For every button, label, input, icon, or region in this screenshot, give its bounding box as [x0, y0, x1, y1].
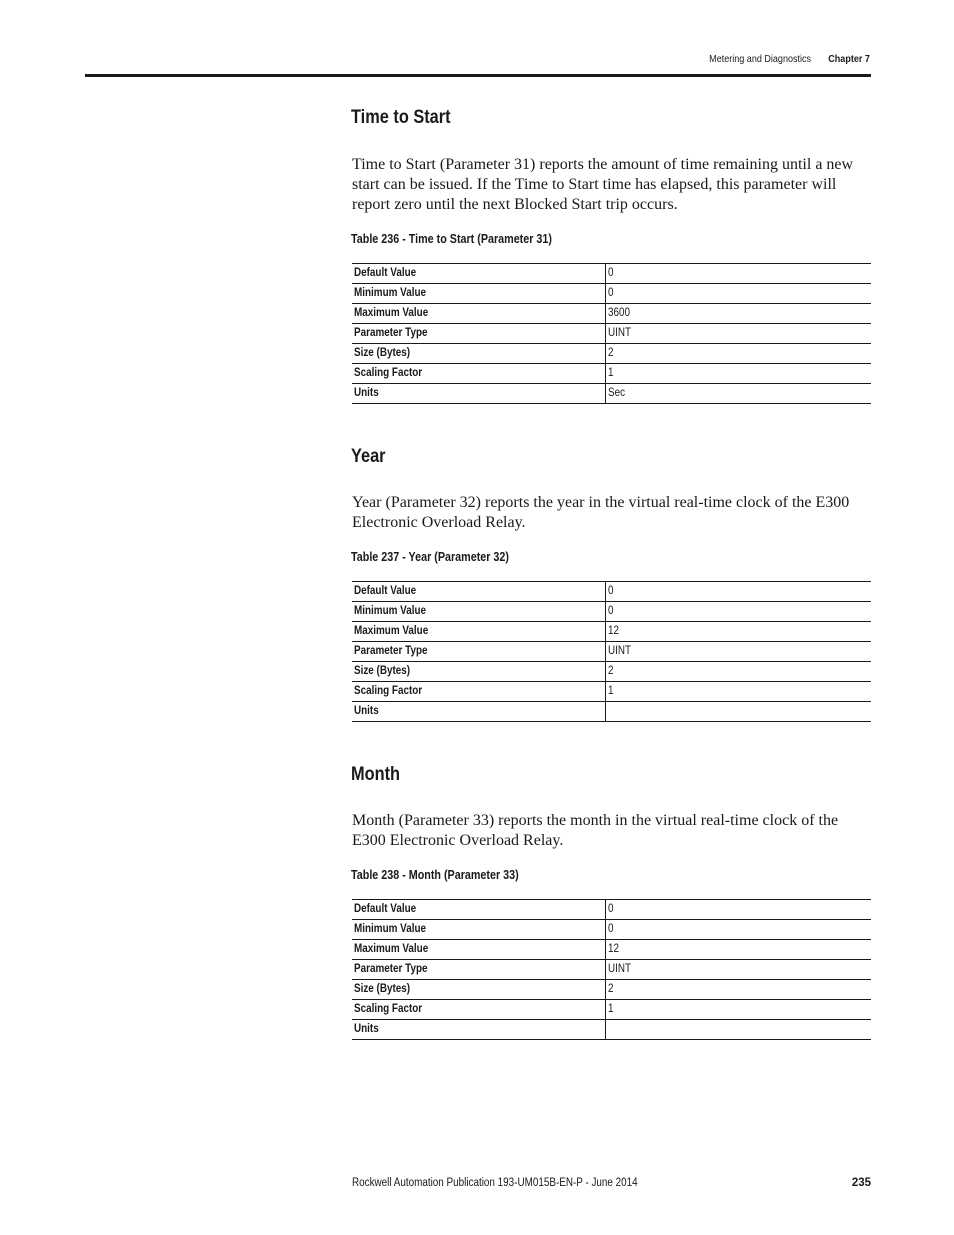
row-value: 1 — [608, 685, 614, 697]
row-label: Units — [354, 1023, 379, 1035]
table-row — [352, 900, 871, 920]
table-row — [352, 1020, 871, 1040]
row-value: 2 — [608, 665, 614, 677]
row-label: Units — [354, 387, 379, 399]
table-row — [352, 1000, 871, 1020]
row-label: Default Value — [354, 585, 417, 597]
table-row — [352, 364, 871, 384]
table-caption-238: Table 238 - Month (Parameter 33) — [351, 868, 519, 882]
table-row — [352, 642, 871, 662]
table-row — [352, 284, 871, 304]
section-title-year: Year — [351, 446, 386, 467]
section-paragraph-year: Year (Parameter 32) reports the year in the virtual real-time clock of the E300 Electronic Overload Relay. — [352, 494, 850, 531]
row-label: Default Value — [354, 267, 417, 279]
row-label: Size (Bytes) — [354, 347, 411, 359]
row-label: Maximum Value — [354, 625, 429, 637]
row-value: 0 — [608, 605, 614, 617]
table-row — [352, 344, 871, 364]
table-row — [352, 960, 871, 980]
table-caption-236: Table 236 - Time to Start (Parameter 31) — [351, 232, 552, 246]
section-title-time-to-start: Time to Start — [351, 107, 451, 128]
row-value: 12 — [608, 943, 620, 955]
table-row — [352, 662, 871, 682]
row-value: UINT — [608, 645, 632, 657]
row-label: Units — [354, 705, 379, 717]
row-value: 0 — [608, 903, 614, 915]
section-paragraph-month: Month (Parameter 33) reports the month in the virtual real-time clock of the E300 Electronic Overload Relay. — [352, 812, 839, 849]
row-value: 2 — [608, 347, 614, 359]
row-label: Minimum Value — [354, 923, 426, 935]
row-value: 0 — [608, 267, 614, 279]
table-row — [352, 304, 871, 324]
table-row — [352, 940, 871, 960]
row-label: Scaling Factor — [354, 685, 423, 697]
row-value: Sec — [608, 387, 626, 399]
section-paragraph-time-to-start: Time to Start (Parameter 31) reports the amount of time remaining until a new start can be issued. If the Time to Start time has elapsed, this parameter will report zero until the next Blocked Start trip occurs. — [352, 156, 854, 213]
row-label: Minimum Value — [354, 287, 426, 299]
row-label: Scaling Factor — [354, 1003, 423, 1015]
row-value: 0 — [608, 923, 614, 935]
table-row — [352, 324, 871, 344]
row-value: 0 — [608, 585, 614, 597]
row-label: Size (Bytes) — [354, 665, 411, 677]
row-label: Maximum Value — [354, 307, 429, 319]
row-value: 0 — [608, 287, 614, 299]
header-section-title: Metering and Diagnostics — [709, 53, 812, 65]
row-value: 3600 — [608, 307, 631, 319]
row-label: Parameter Type — [354, 327, 428, 339]
table-row — [352, 384, 871, 404]
table-caption-237: Table 237 - Year (Parameter 32) — [351, 550, 509, 564]
header-chapter: Chapter 7 — [828, 53, 870, 65]
header-rule — [85, 74, 871, 77]
row-value: UINT — [608, 963, 632, 975]
table-row — [352, 622, 871, 642]
row-label: Default Value — [354, 903, 417, 915]
row-value: 1 — [608, 367, 614, 379]
parameter-table-236 — [352, 263, 871, 404]
row-label: Parameter Type — [354, 645, 428, 657]
table-row — [352, 582, 871, 602]
parameter-table-237 — [352, 581, 871, 722]
row-value: 12 — [608, 625, 620, 637]
table-row — [352, 682, 871, 702]
row-value: 2 — [608, 983, 614, 995]
footer-publication: Rockwell Automation Publication 193-UM015B-EN-P - June 2014 — [352, 1177, 638, 1189]
section-title-month: Month — [351, 764, 401, 785]
parameter-table-238 — [352, 899, 871, 1040]
row-label: Parameter Type — [354, 963, 428, 975]
row-value: 1 — [608, 1003, 614, 1015]
row-label: Minimum Value — [354, 605, 426, 617]
table-row — [352, 920, 871, 940]
row-label: Size (Bytes) — [354, 983, 411, 995]
table-row — [352, 980, 871, 1000]
page-number: 235 — [851, 1177, 871, 1189]
row-label: Scaling Factor — [354, 367, 423, 379]
table-row — [352, 602, 871, 622]
table-row — [352, 702, 871, 722]
table-row — [352, 264, 871, 284]
row-value: UINT — [608, 327, 632, 339]
running-header — [709, 53, 870, 65]
row-label: Maximum Value — [354, 943, 429, 955]
